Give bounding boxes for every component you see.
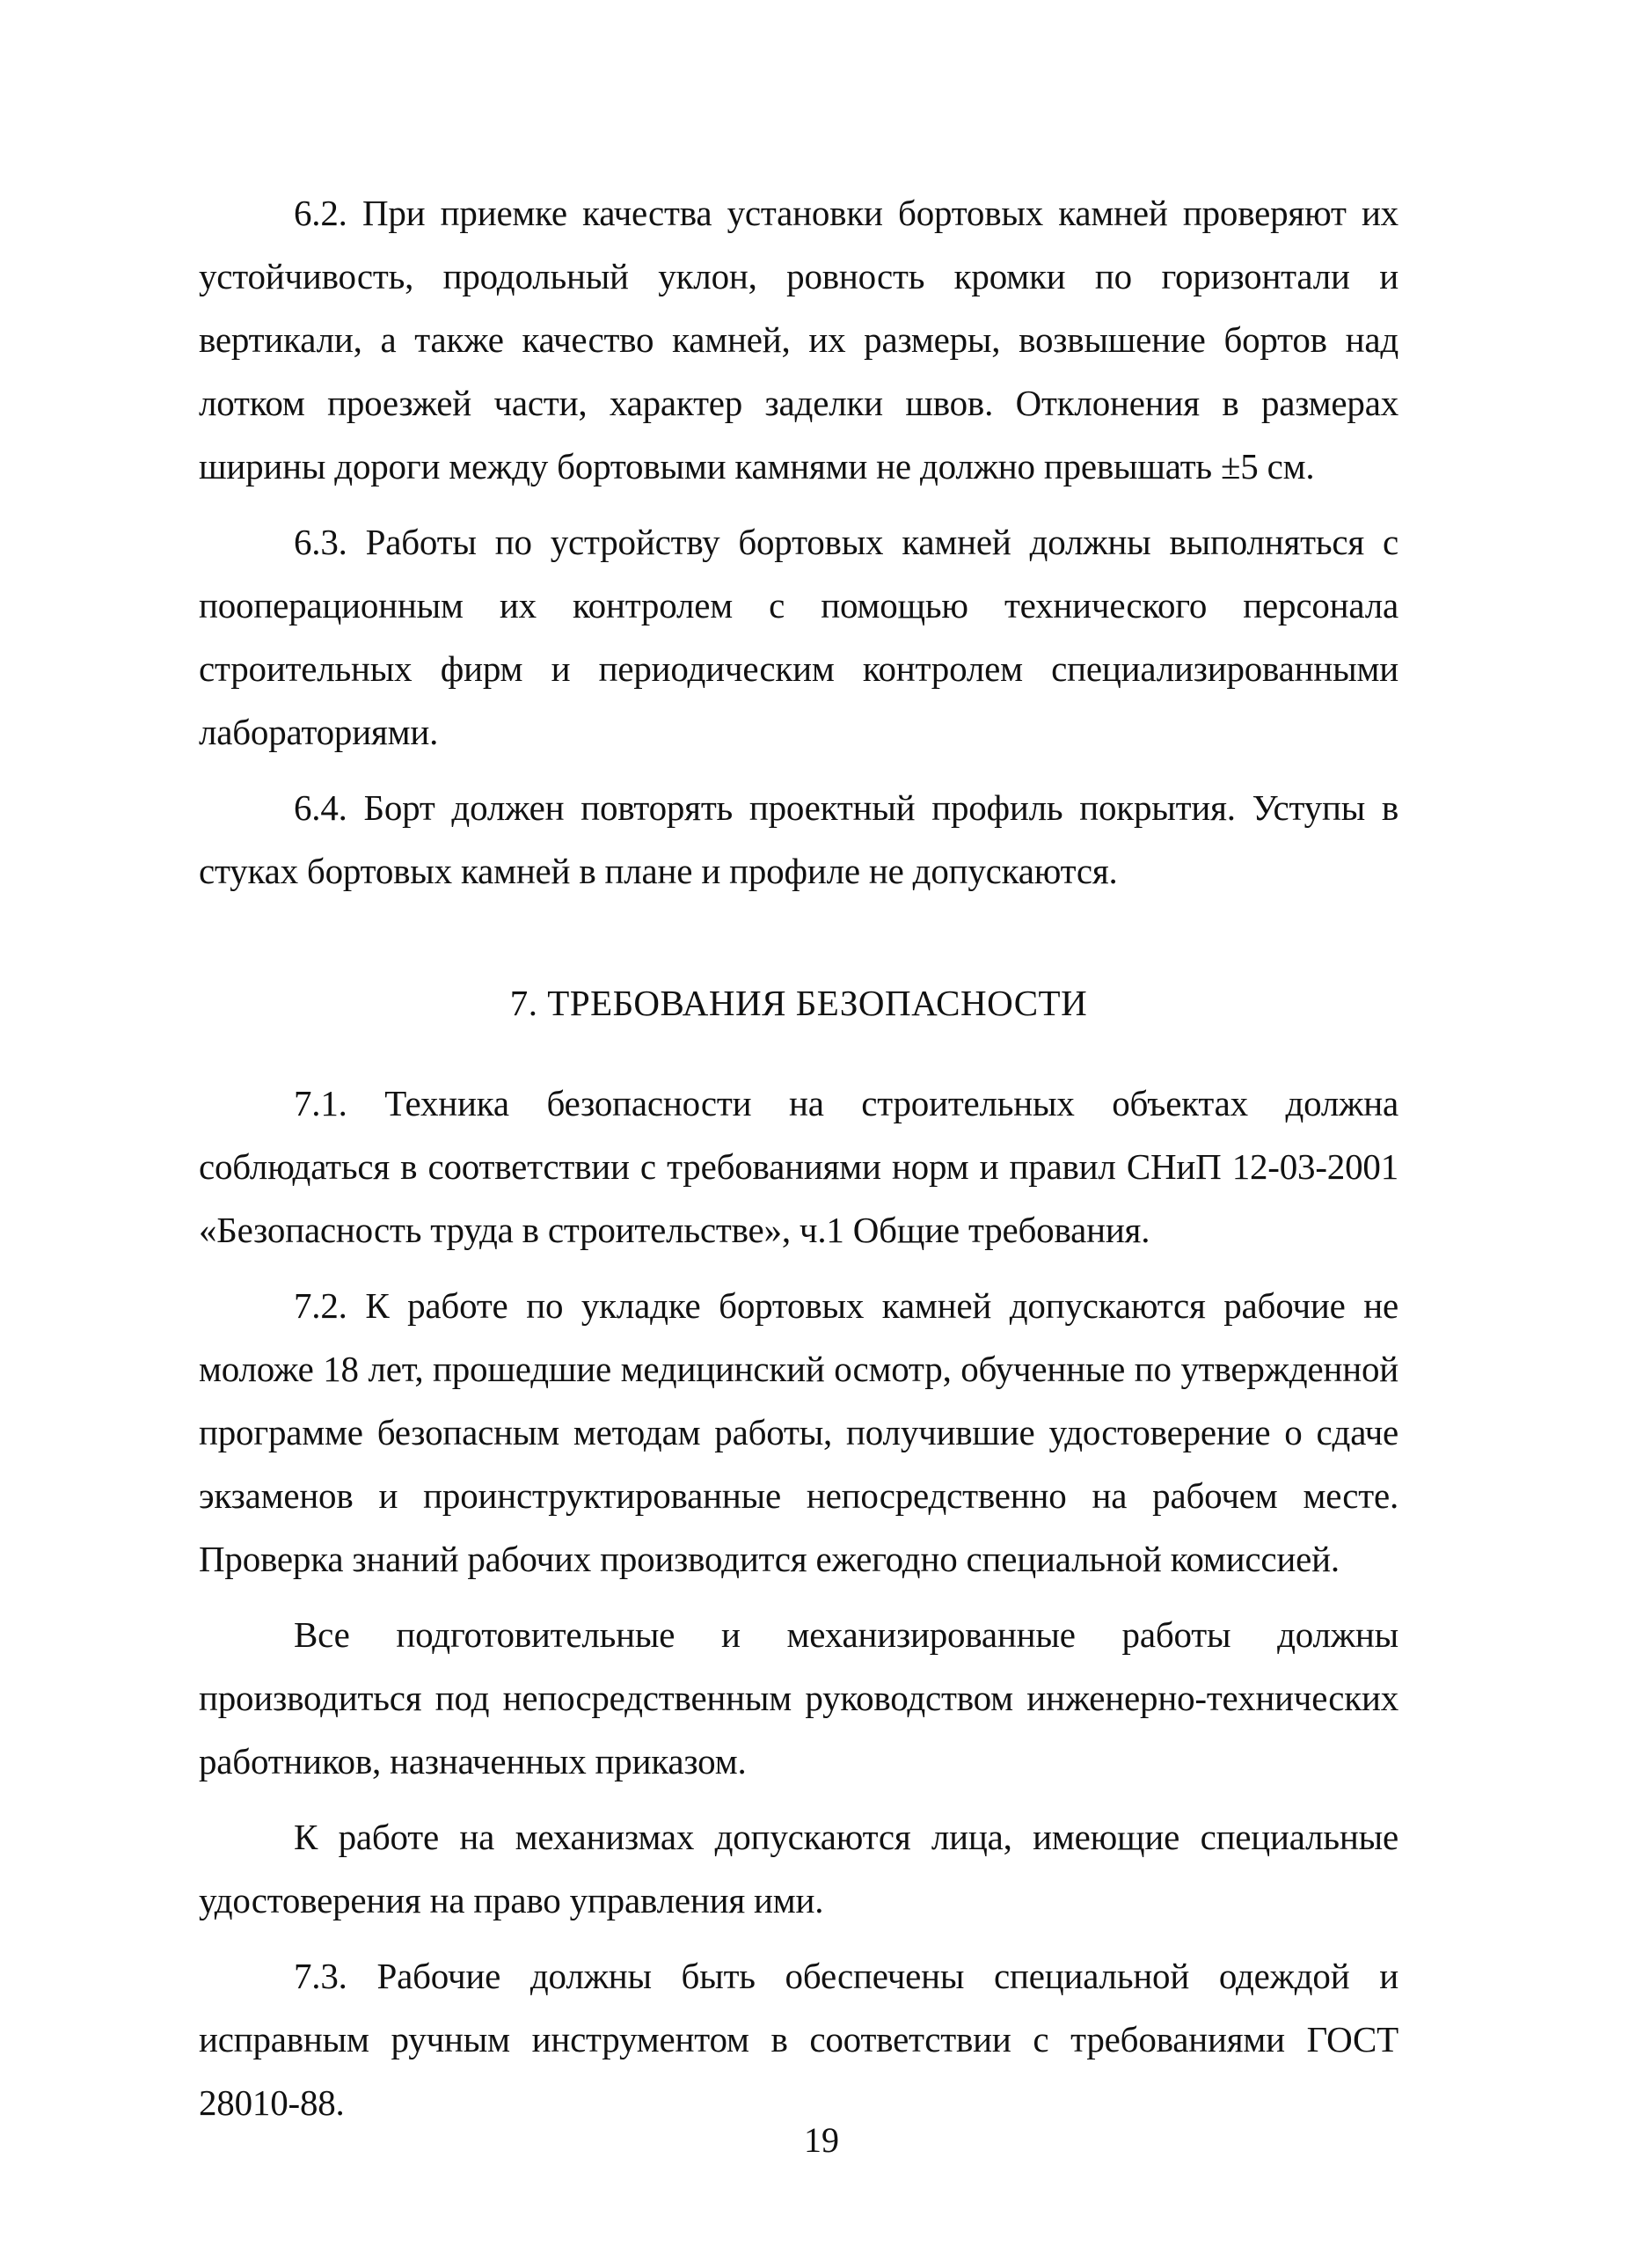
paragraph-engineering-supervision: Все подготовительные и механизированные работы должны производиться под непосредственным руководством инженерно-технических работников, назначенных приказом. (199, 1614, 1398, 1781)
section-7-heading: 7. ТРЕБОВАНИЯ БЕЗОПАСНОСТИ (509, 983, 1088, 1023)
page-number: 19 (804, 2120, 839, 2160)
paragraph-machine-operators: К работе на механизмах допускаются лица, имеющие специальные удостоверения на право управления ими. (199, 1817, 1398, 1920)
paragraph-7-1: 7.1. Техника безопасности на строительных объектах должна соблюдаться в соответствии с требованиями норм и правил СНиП 12-03-2001 «Безопасность труда в строительстве», ч.1 Общие требования. (199, 1083, 1398, 1250)
page-content (199, 181, 1398, 2134)
paragraph-7-2: 7.2. К работе по укладке бортовых камней допускаются рабочие не моложе 18 лет, прошедшие медицинский осмотр, обученные по утвержденной программе безопасным методам работы, получившие удостоверение о сдаче экзаменов и проинструктированные непосредственно на рабочем месте. Проверка знаний рабочих производится ежегодно специальной комиссией. (199, 1285, 1398, 1579)
paragraph-6-2: 6.2. При приемке качества установки бортовых камней проверяют их устойчивость, продольный уклон, ровность кромки по горизонтали и вертикали, а также качество камней, их размеры, возвышение бортов над лотком проезжей части, характер заделки швов. Отклонения в размерах ширины дороги между бортовыми камнями не должно превышать ±5 см. (199, 193, 1398, 487)
paragraph-6-3: 6.3. Работы по устройству бортовых камней должны выполняться с пооперационным их контролем с помощью технического персонала строительных фирм и периодическим контролем специализированными лабораториями. (199, 522, 1398, 752)
paragraph-6-4: 6.4. Борт должен повторять проектный профиль покрытия. Уступы в стуках бортовых камней в плане и профиле не допускаются. (199, 787, 1398, 891)
paragraph-7-3: 7.3. Рабочие должны быть обеспечены специальной одеждой и исправным ручным инструментом в соответствии с требованиями ГОСТ 28010-88. (199, 1956, 1398, 2123)
